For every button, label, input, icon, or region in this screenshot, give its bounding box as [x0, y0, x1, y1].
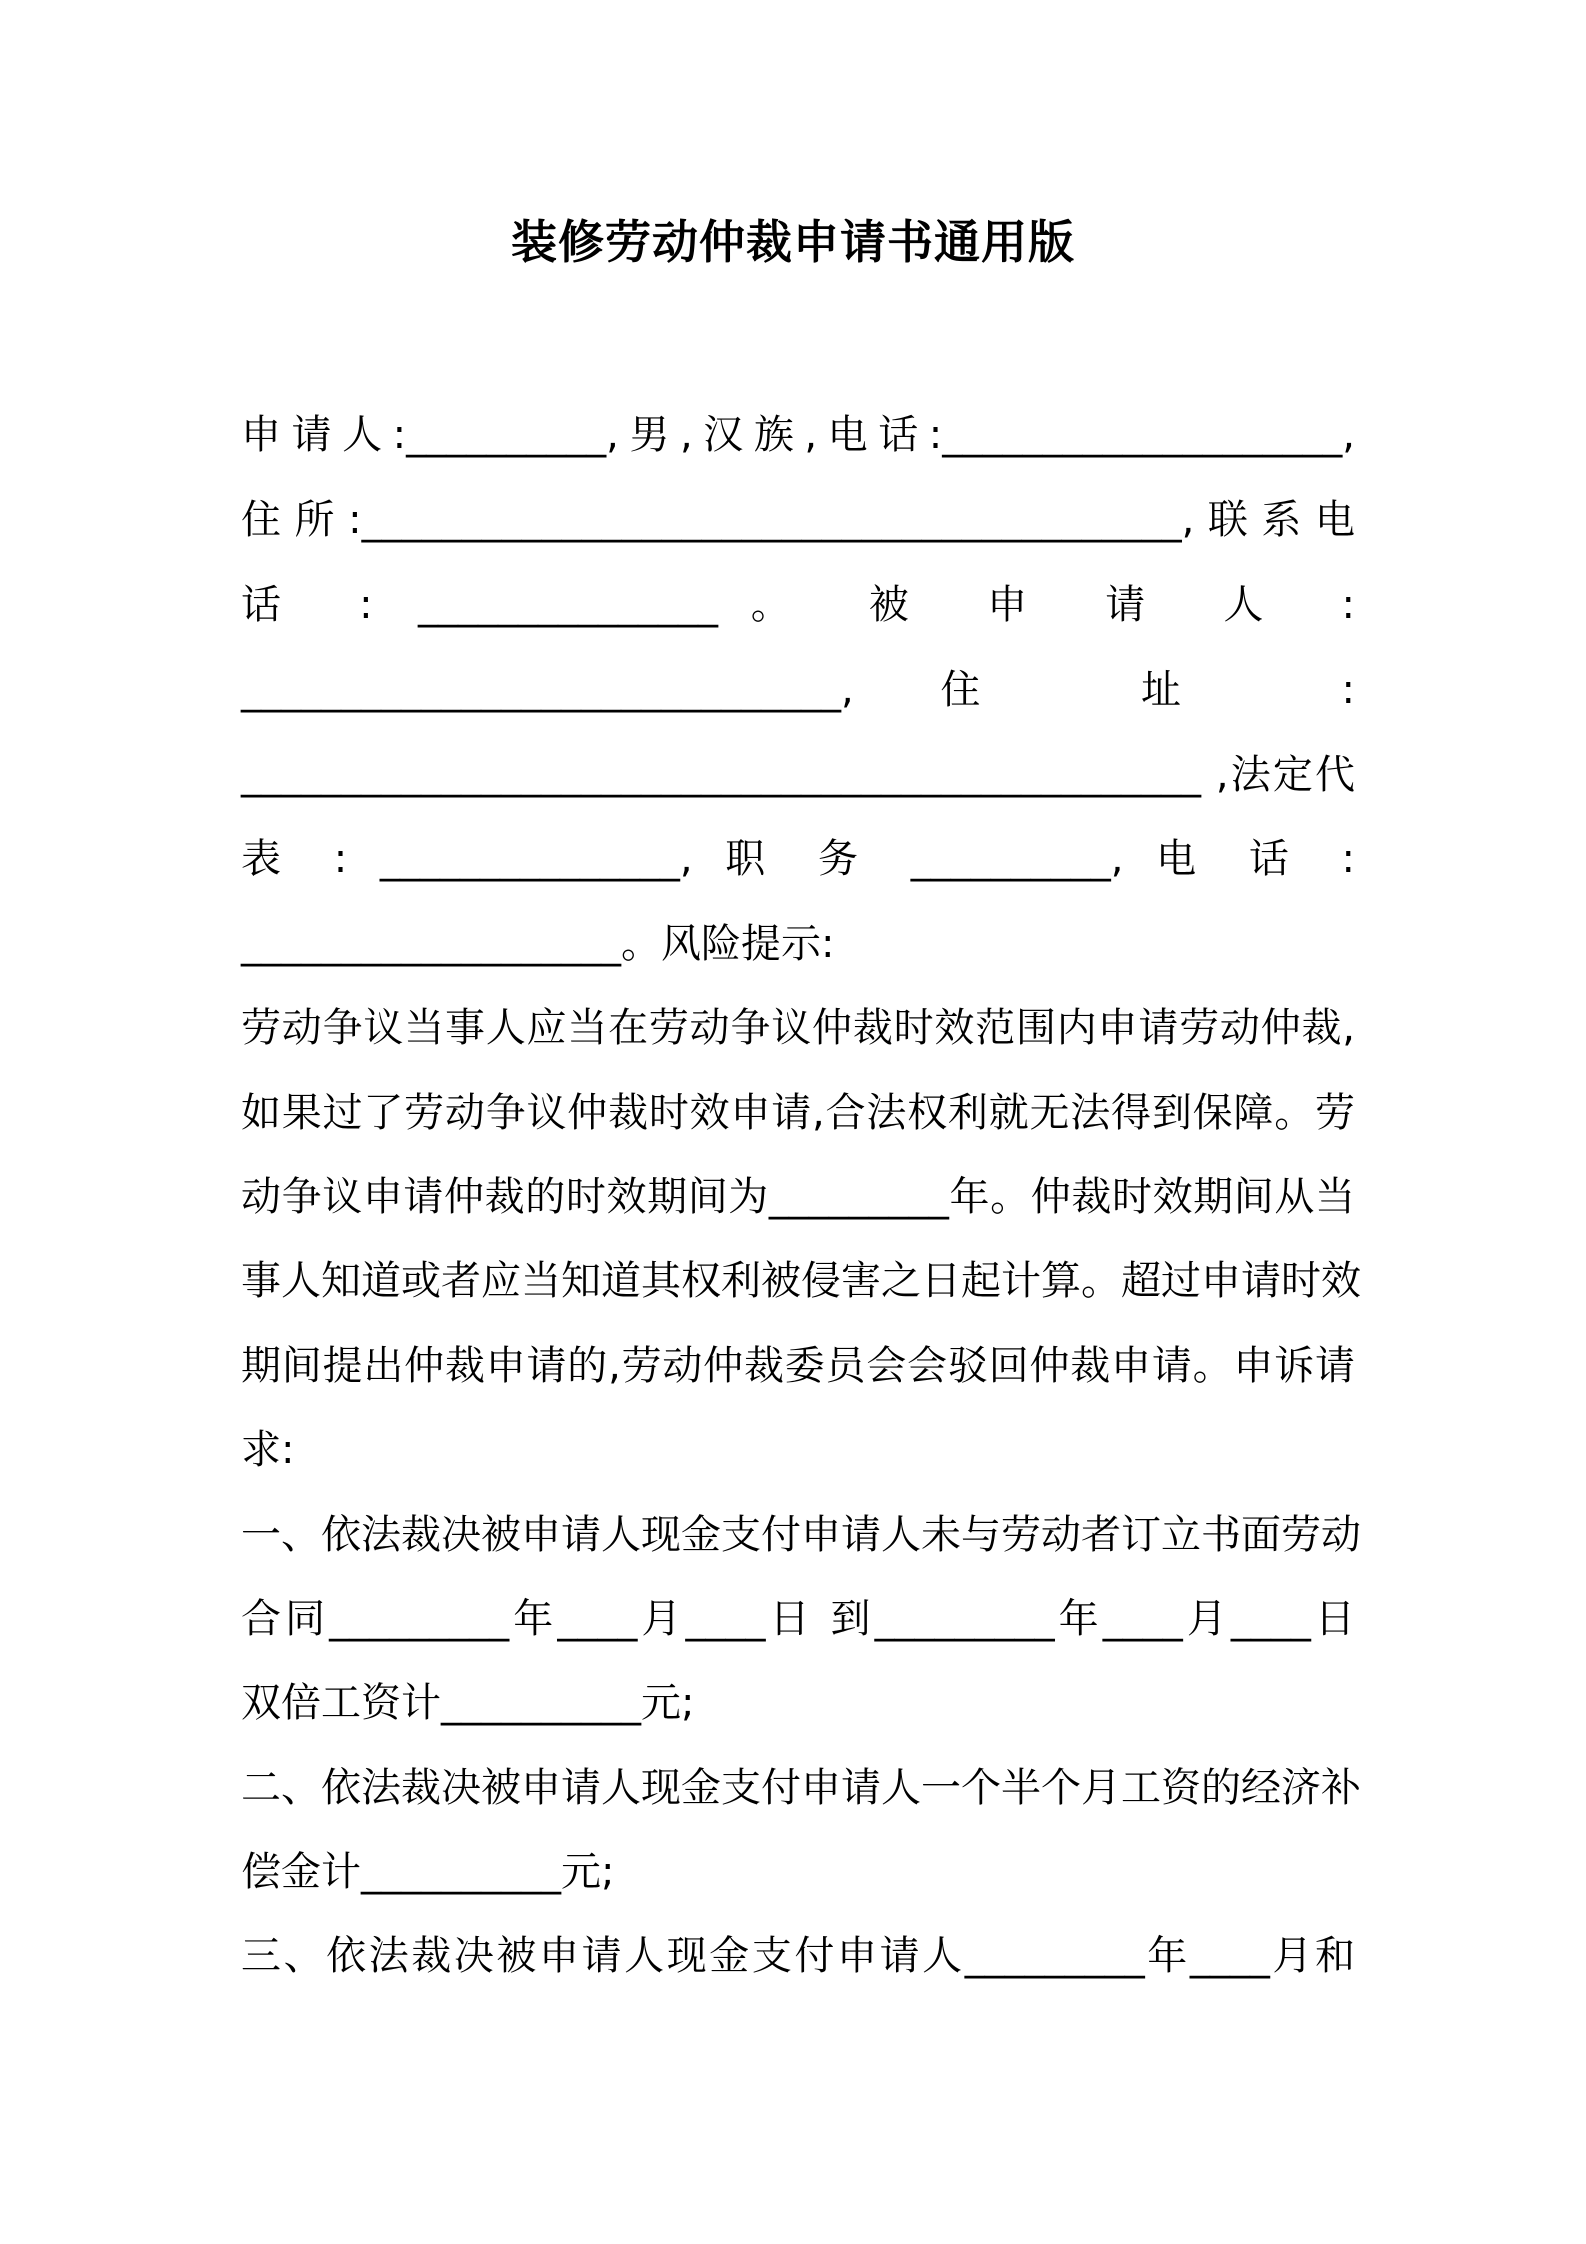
paragraph-line: 事人知道或者应当知道其权利被侵害之日起计算。超过申请时效 [241, 1258, 1361, 1304]
paragraph-line: 三、依法裁决被申请人现金支付申请人_________年____月和 [241, 1933, 1355, 1979]
document-title: 装修劳动仲裁申请书通用版 [511, 215, 1075, 269]
paragraph-line: 一、依法裁决被申请人现金支付申请人未与劳动者订立书面劳动 [241, 1512, 1361, 1558]
paragraph-line: 话 : _______________。 被 申 请 人 : [241, 582, 1355, 628]
paragraph-line: 申请人:__________,男,汉族,电话:____________________, [241, 412, 1355, 458]
paragraph-line: 如果过了劳动争议仲裁时效申请,合法权利就无法得到保障。劳 [241, 1090, 1355, 1136]
paragraph-line: 表 : _______________, 职 务 __________, 电 话 : [241, 836, 1355, 882]
paragraph-line: 住所:_________________________________________,联系电 [241, 497, 1355, 543]
paragraph-line: 劳动争议当事人应当在劳动争议仲裁时效范围内申请劳动仲裁, [241, 1005, 1355, 1051]
paragraph-line: 求: [241, 1427, 295, 1473]
paragraph-line: ___________________。风险提示: [241, 921, 835, 967]
paragraph-line: 动争议申请仲裁的时效期间为_________年。仲裁时效期间从当 [241, 1174, 1355, 1220]
paragraph-line: 二、依法裁决被申请人现金支付申请人一个半个月工资的经济补 [241, 1765, 1361, 1811]
paragraph-line: 期间提出仲裁申请的,劳动仲裁委员会会驳回仲裁申请。申诉请 [241, 1343, 1355, 1389]
paragraph-line: 合同_________年____月____日 到_________年____月____日 [241, 1596, 1355, 1642]
paragraph-line: ______________________________, 住 址 : [241, 667, 1355, 713]
paragraph-line: 双倍工资计__________元; [241, 1680, 695, 1726]
paragraph-line: ________________________________________________ ,法定代 [241, 752, 1355, 798]
paragraph-line: 偿金计__________元; [241, 1849, 615, 1895]
